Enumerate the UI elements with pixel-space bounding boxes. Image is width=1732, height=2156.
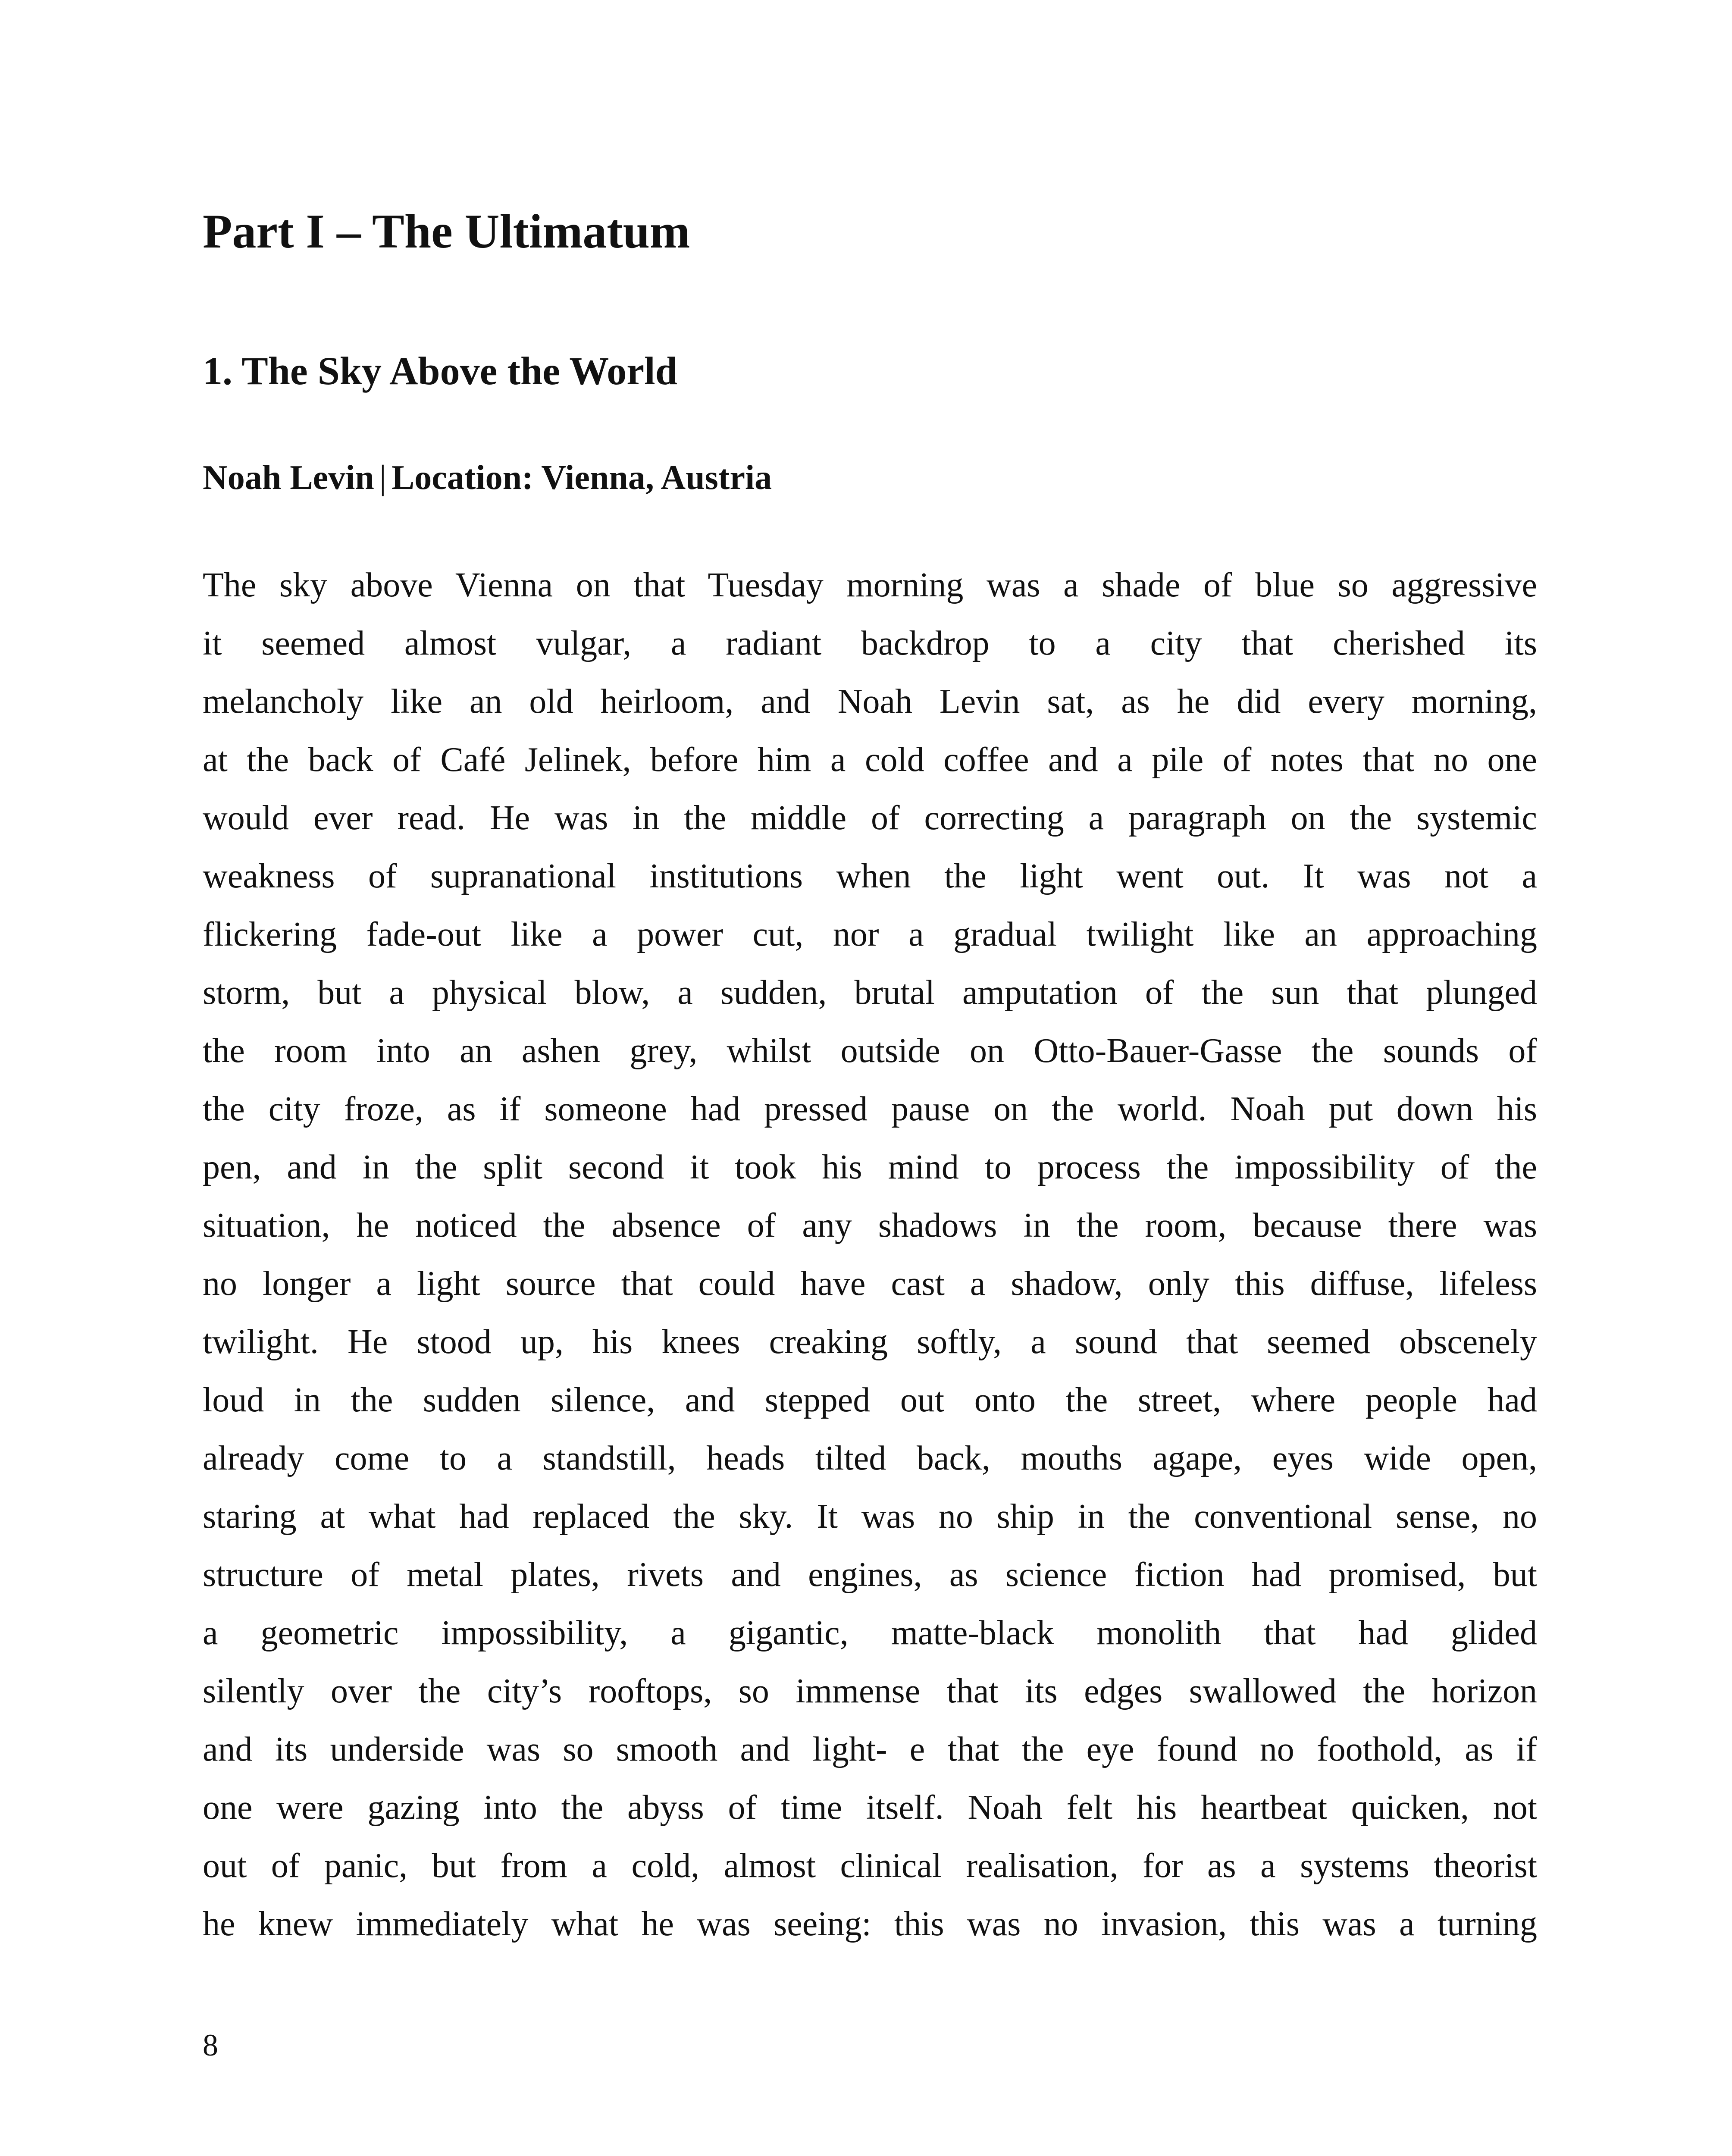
body-line: storm, but a physical blow, a sudden, brutal amputation of the sun that plunged [203, 974, 1537, 1012]
body-line: he knew immediately what he was seeing: this was no invasion, this was a turning [203, 1905, 1537, 1943]
body-line: situation, he noticed the absence of any shadows in the room, because there was [203, 1206, 1537, 1244]
part-title: Part I – The Ultimatum [203, 205, 690, 258]
byline-location: Location: Vienna, Austria [391, 459, 772, 497]
body-line: the city froze, as if someone had pressed pause on the world. Noah put down his [203, 1090, 1537, 1128]
body-line: one were gazing into the abyss of time itself. Noah felt his heartbeat quicken, not [203, 1789, 1537, 1827]
body-line: flickering fade-out like a power cut, nor a gradual twilight like an approaching [203, 915, 1537, 953]
body-line: silently over the city’s rooftops, so immense that its edges swallowed the horizon [203, 1672, 1537, 1710]
body-line: staring at what had replaced the sky. It was no ship in the conventional sense, no [203, 1498, 1537, 1536]
body-line: and its underside was so smooth and light- e that the eye found no foothold, as if [203, 1730, 1537, 1768]
body-line: a geometric impossibility, a gigantic, matte-black monolith that had glided [203, 1614, 1537, 1652]
body-line: already come to a standstill, heads tilted back, mouths agape, eyes wide open, [203, 1439, 1537, 1477]
body-paragraph [203, 556, 1537, 1953]
body-line: twilight. He stood up, his knees creaking softly, a sound that seemed obscenely [203, 1323, 1537, 1361]
page-number: 8 [203, 2028, 218, 2062]
body-line: out of panic, but from a cold, almost clinical realisation, for as a systems theorist [203, 1847, 1537, 1885]
body-line: weakness of supranational institutions when the light went out. It was not a [203, 857, 1537, 895]
byline-name: Noah Levin [203, 459, 374, 497]
byline-separator: | [379, 459, 386, 497]
body-line: no longer a light source that could have cast a shadow, only this diffuse, lifeless [203, 1265, 1537, 1303]
body-line: pen, and in the split second it took his mind to process the impossibility of the [203, 1148, 1537, 1186]
body-line: structure of metal plates, rivets and engines, as science fiction had promised, but [203, 1556, 1537, 1594]
body-line: the room into an ashen grey, whilst outside on Otto-Bauer-Gasse the sounds of [203, 1032, 1537, 1070]
body-line: loud in the sudden silence, and stepped out onto the street, where people had [203, 1381, 1537, 1419]
chapter-title: 1. The Sky Above the World [203, 349, 677, 393]
body-line: at the back of Café Jelinek, before him a cold coffee and a pile of notes that no one [203, 741, 1537, 779]
body-line: it seemed almost vulgar, a radiant backdrop to a city that cherished its [203, 624, 1537, 662]
body-line: would ever read. He was in the middle of correcting a paragraph on the systemic [203, 799, 1537, 837]
body-line: The sky above Vienna on that Tuesday morning was a shade of blue so aggressive [203, 566, 1537, 604]
chapter-byline [203, 457, 772, 498]
body-line: melancholy like an old heirloom, and Noah Levin sat, as he did every morning, [203, 683, 1537, 721]
